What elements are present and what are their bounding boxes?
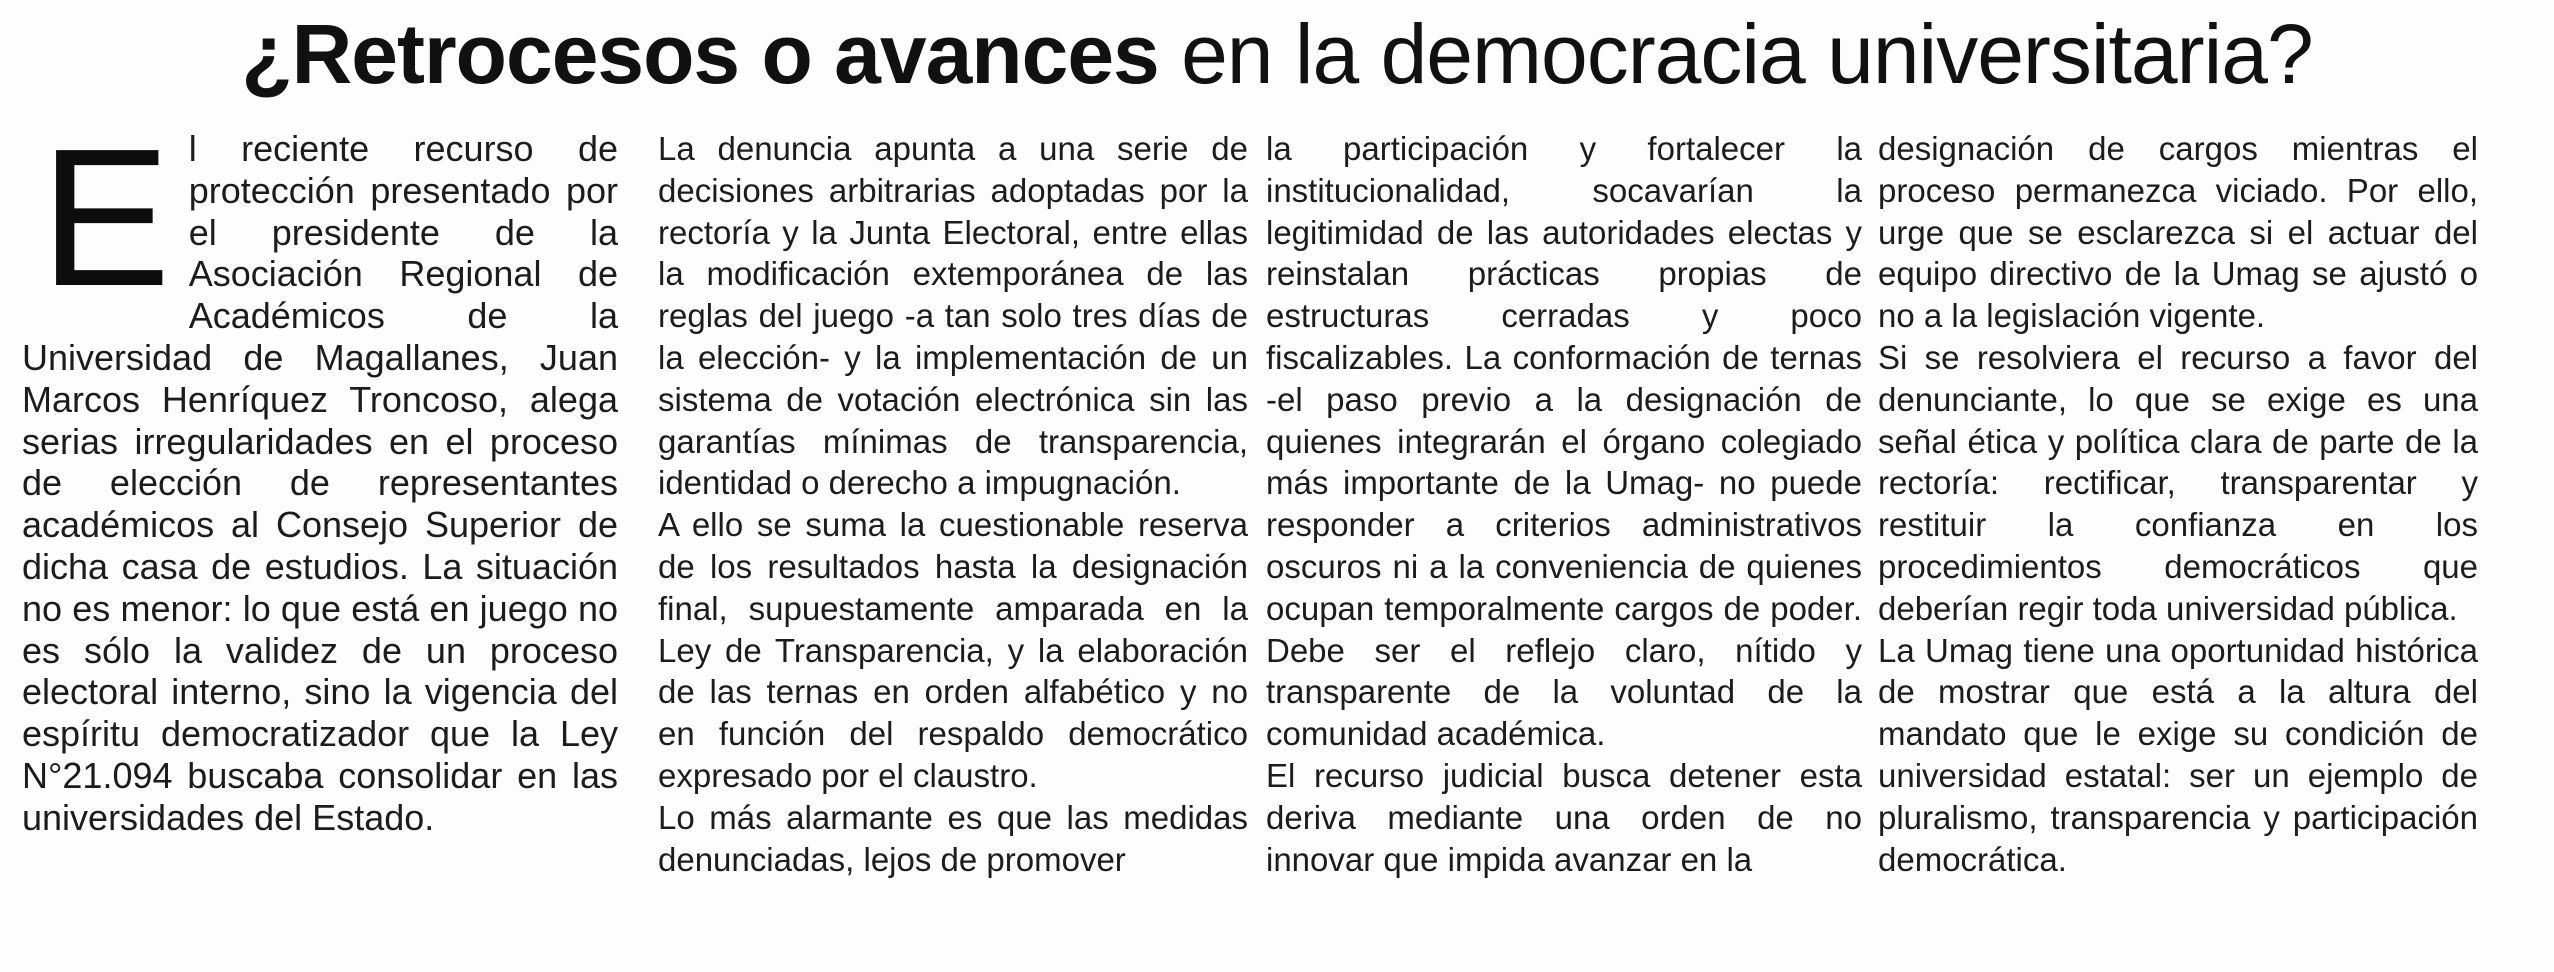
article-body — [22, 128, 2534, 964]
column-4 — [1878, 128, 2478, 964]
paragraph: designación de cargos mientras el proceso permanezca viciado. Por ello, urge que se esclarezca si el actuar del equipo directivo de la Umag se ajustó o no a la legislación vigente. — [1878, 130, 2478, 335]
paragraph: la participación y fortalecer la institucionalidad, socavarían la legitimidad de las autoridades electas y reinstalan prácticas propias de estructuras cerradas y poco fiscalizables. La conformación de ternas -el paso previo a la designación de quienes integrarán el órgano colegiado más importante de la Umag- no puede responder a criterios administrativos oscuros ni a la conveniencia de quienes ocupan temporalmente cargos de poder. Debe ser el reflejo claro, nítido y transparente de la voluntad de la comunidad académica. — [1266, 130, 1862, 753]
paragraph: El recurso judicial busca detener esta deriva mediante una orden de no innovar que impida avanzar en la — [1266, 756, 1862, 878]
paragraph: Si se resolviera el recurso a favor del denunciante, lo que se exige es una señal ética y política clara de parte de la rectoría: rectificar, transparentar y restituir la confianza en los procedimientos democráticos que deberían regir toda universidad pública. — [1878, 338, 2478, 627]
headline — [0, 4, 2554, 104]
column-2 — [658, 128, 1248, 964]
headline-bold-part: ¿Retrocesos o avances — [241, 7, 1159, 101]
paragraph: l reciente recurso de protección presentado por el presidente de la Asociación Regional de Académicos de la Universidad de Magallanes, Juan Marcos Henríquez Troncoso, alega serias irregularidades en el proceso de elección de representantes académicos al Consejo Superior de dicha casa de estudios. La situación no es menor: lo que está en juego no es sólo la validez de un proceso electoral interno, sino la vigencia del espíritu democratizador que la Ley N°21.094 buscaba consolidar en las universidades del Estado. — [22, 128, 618, 838]
paragraph: La denuncia apunta a una serie de decisiones arbitrarias adoptadas por la rectoría y la Junta Electoral, entre ellas la modificación extemporánea de las reglas del juego -a tan solo tres días de la elección- y la implementación de un sistema de votación electrónica sin las garantías mínimas de transparencia, identidad o derecho a impugnación. — [658, 130, 1248, 502]
headline-light-part: en la democracia universitaria? — [1158, 7, 2313, 101]
drop-cap: E — [40, 128, 171, 327]
column-1 — [22, 128, 618, 964]
column-3 — [1266, 128, 1862, 964]
paragraph: Lo más alarmante es que las medidas denunciadas, lejos de promover — [658, 798, 1248, 878]
paragraph: A ello se suma la cuestionable reserva de los resultados hasta la designación final, supuestamente amparada en la Ley de Transparencia, y la elaboración de las ternas en orden alfabético y no en función del respaldo democrático expresado por el claustro. — [658, 506, 1248, 794]
paragraph: La Umag tiene una oportunidad histórica de mostrar que está a la altura del mandato que le exige su condición de universidad estatal: ser un ejemplo de pluralismo, transparencia y participación democrática. — [1878, 631, 2478, 878]
